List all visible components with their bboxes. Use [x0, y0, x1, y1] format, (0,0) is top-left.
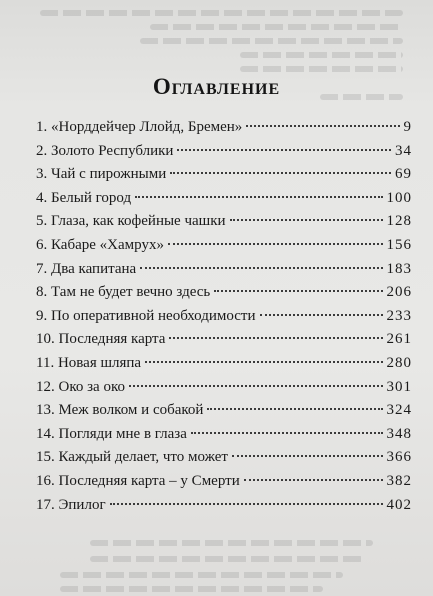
- toc-entry: [36, 116, 412, 140]
- toc-entry-page-number: 402: [386, 496, 412, 513]
- toc-entry: [36, 187, 412, 211]
- bleed-through-line: [40, 10, 403, 16]
- toc-entry-title: 14. Погляди мне в глаза: [36, 425, 187, 442]
- toc-entry: [36, 234, 412, 258]
- toc-entry-title: 6. Кабаре «Хамрух»: [36, 236, 164, 253]
- toc-entry-page-number: 156: [386, 236, 412, 253]
- bleed-through-line: [140, 38, 403, 44]
- toc-entry-page-number: 366: [386, 449, 412, 466]
- dot-leader: [191, 432, 383, 434]
- table-of-contents: [36, 116, 412, 517]
- dot-leader: [110, 503, 383, 505]
- toc-entry-page-number: 301: [386, 378, 412, 395]
- dot-leader: [230, 219, 383, 221]
- toc-entry-page-number: 34: [395, 142, 412, 159]
- bleed-through-line: [240, 66, 403, 72]
- toc-entry-page-number: 183: [386, 260, 412, 277]
- toc-entry: [36, 305, 412, 329]
- dot-leader: [135, 196, 382, 198]
- dot-leader: [232, 455, 383, 457]
- toc-entry: [36, 328, 412, 352]
- toc-entry-page-number: 69: [395, 166, 412, 183]
- dot-leader: [145, 361, 382, 363]
- toc-entry-page-number: 128: [386, 213, 412, 230]
- toc-entry-title: 5. Глаза, как кофейные чашки: [36, 213, 226, 230]
- bleed-through-line: [240, 52, 403, 58]
- dot-leader: [246, 125, 399, 127]
- bleed-through-line: [150, 24, 403, 30]
- toc-entry-title: 8. Там не будет вечно здесь: [36, 284, 211, 301]
- dot-leader: [260, 314, 383, 316]
- toc-entry: [36, 376, 412, 400]
- toc-entry-page-number: 100: [386, 189, 412, 206]
- toc-entry: [36, 210, 412, 234]
- page-title: Оглавление: [152, 74, 281, 99]
- toc-entry: [36, 281, 412, 305]
- dot-leader: [129, 385, 383, 387]
- toc-entry-page-number: 9: [403, 119, 412, 135]
- dot-leader: [140, 267, 382, 269]
- dot-leader: [170, 172, 391, 174]
- toc-entry-title: 11. Новая шляпа: [36, 354, 142, 371]
- toc-entry: [36, 258, 412, 282]
- toc-entry-title: 15. Каждый делает, что может: [36, 449, 228, 466]
- toc-entry: [36, 399, 412, 423]
- toc-entry: [36, 140, 412, 164]
- dot-leader: [244, 479, 383, 481]
- toc-entry-page-number: 233: [386, 307, 412, 324]
- toc-entry-title: 3. Чай с пирожными: [36, 166, 167, 183]
- bleed-through-line: [60, 572, 343, 578]
- toc-entry-page-number: 206: [386, 284, 412, 301]
- toc-entry: [36, 446, 412, 470]
- toc-entry-page-number: 324: [386, 402, 412, 419]
- toc-entry-page-number: 280: [386, 354, 412, 371]
- toc-entry-title: 12. Око за око: [36, 378, 125, 395]
- dot-leader: [177, 149, 391, 151]
- toc-entry: [36, 470, 412, 494]
- toc-entry-title: 2. Золото Республики: [36, 142, 174, 159]
- toc-entry: [36, 494, 412, 518]
- dot-leader: [169, 337, 382, 339]
- toc-entry-page-number: 382: [386, 472, 412, 489]
- toc-entry-title: 4. Белый город: [36, 189, 132, 206]
- toc-entry-title: 9. По оперативной необходимости: [36, 307, 256, 324]
- toc-entry: [36, 423, 412, 447]
- toc-entry: [36, 352, 412, 376]
- toc-entry-title: 7. Два капитана: [36, 260, 137, 277]
- bleed-through-line: [90, 540, 373, 546]
- bleed-through-line: [60, 586, 323, 592]
- bleed-through-line: [90, 556, 363, 562]
- toc-entry-title: 10. Последняя карта: [36, 331, 166, 348]
- toc-entry-page-number: 261: [386, 331, 412, 348]
- dot-leader: [168, 243, 383, 245]
- toc-entry-page-number: 348: [386, 425, 412, 442]
- toc-entry: [36, 163, 412, 187]
- dot-leader: [214, 290, 382, 292]
- toc-entry-title: 13. Меж волком и собакой: [36, 402, 204, 419]
- toc-entry-title: 1. «Норддейчер Ллойд, Бремен»: [36, 119, 243, 135]
- dot-leader: [207, 408, 382, 410]
- toc-entry-title: 16. Последняя карта – у Смерти: [36, 472, 240, 489]
- toc-entry-title: 17. Эпилог: [36, 496, 106, 513]
